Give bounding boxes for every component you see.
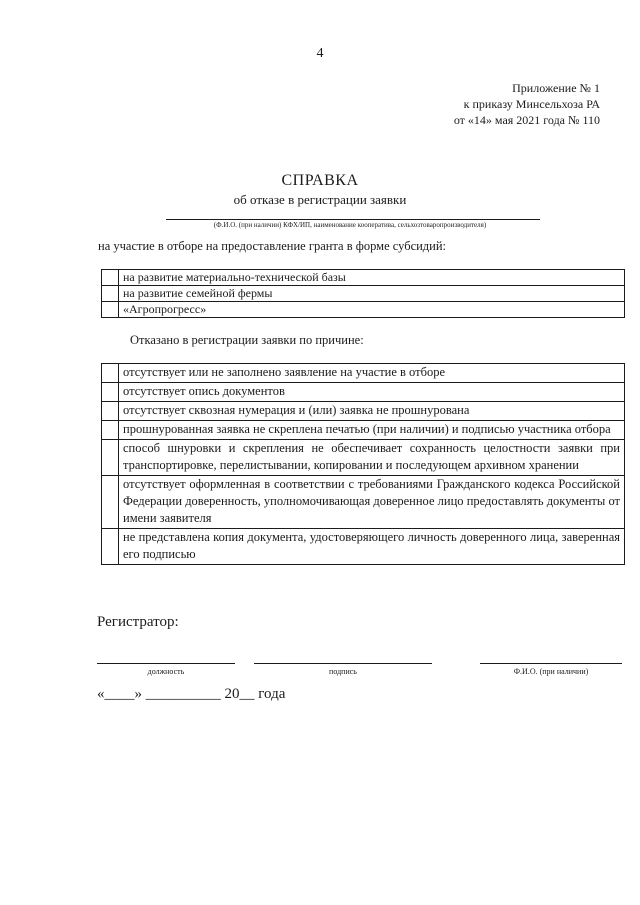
reason-row [102,402,625,421]
appendix-line-2: к приказу Минсельхоза РА [463,97,600,111]
grant-row [102,302,625,318]
page-number: 4 [316,46,324,61]
signature-caption: подпись [329,667,357,676]
date-line[interactable]: «____» __________ 20__ года [97,686,286,702]
reason-row [102,383,625,402]
grant-label: «Агропрогресс» [119,302,625,318]
grant-type-table [101,269,625,318]
reason-row [102,476,625,529]
reason-text: прошнурованная заявка не скреплена печатью (при наличии) и подписью участника отбора [119,421,625,440]
reason-lead-text: Отказано в регистрации заявки по причине: [130,333,364,347]
appendix-reference [360,80,600,128]
position-line[interactable] [97,663,235,664]
reason-checkbox[interactable] [102,440,119,476]
reason-text: отсутствует или не заполнено заявление на участие в отборе [119,364,625,383]
refusal-reasons-table [101,363,625,565]
reason-text: отсутствует опись документов [119,383,625,402]
grant-row [102,286,625,302]
grant-label: на развитие материально-технической базы [119,270,625,286]
document-subtitle: об отказе в регистрации заявки [233,192,407,207]
reason-text: не представлена копия документа, удостоверяющего личность доверенного лица, заверенная его подписью [119,529,625,565]
reason-checkbox[interactable] [102,383,119,402]
reason-row [102,529,625,565]
registrar-label: Регистратор: [97,614,179,630]
appendix-line-3: от «14» мая 2021 года № 110 [453,113,600,127]
position-caption: должность [147,667,185,676]
grant-checkbox[interactable] [102,286,119,302]
grant-label: на развитие семейной фермы [119,286,625,302]
document-title: СПРАВКА [281,172,359,189]
reason-text: отсутствует сквозная нумерация и (или) заявка не прошнурована [119,402,625,421]
grant-checkbox[interactable] [102,302,119,318]
reason-checkbox[interactable] [102,364,119,383]
intro-text: на участие в отборе на предоставление гранта в форме субсидий: [98,239,447,253]
reason-row [102,364,625,383]
reason-row [102,440,625,476]
reason-checkbox[interactable] [102,402,119,421]
reason-checkbox[interactable] [102,421,119,440]
name-caption: Ф.И.О. (при наличии) [513,667,589,676]
applicant-fill-line [166,219,540,220]
reason-row [102,421,625,440]
applicant-caption: (Ф.И.О. (при наличии) КФХ/ИП, наименование кооператива, сельхозтоваропроизводителя) [213,221,487,229]
signature-line[interactable] [254,663,432,664]
appendix-line-1: Приложение № 1 [512,81,600,95]
reason-checkbox[interactable] [102,529,119,565]
reason-checkbox[interactable] [102,476,119,529]
reason-text: способ шнуровки и скрепления не обеспечивает сохранность целостности заявки при транспортировке, перелистывании, копировании и последующем архивном хранении [119,440,625,476]
grant-row [102,270,625,286]
grant-checkbox[interactable] [102,270,119,286]
name-line[interactable] [480,663,622,664]
reason-text: отсутствует оформленная в соответствии с требованиями Гражданского кодекса Российской Федерации доверенность, уполномочивающая доверенное лицо предоставлять документы от имени заявителя [119,476,625,529]
